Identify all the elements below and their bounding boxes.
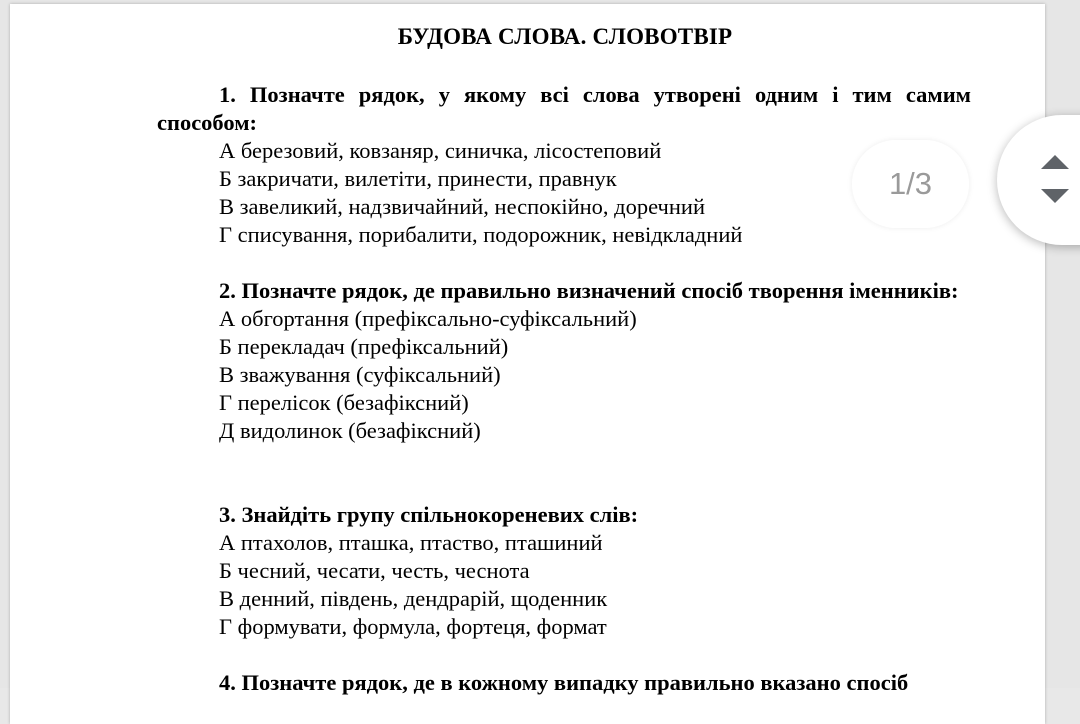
question-1 <box>157 81 971 249</box>
question-title: 3. Знайдіть групу спільнокореневих слів: <box>219 502 639 527</box>
option-d: Г формувати, формула, фортеця, формат <box>219 614 607 639</box>
question-3 <box>157 501 971 641</box>
option-c: В денний, південь, дендрарій, щоденник <box>219 586 608 611</box>
option-d: Г перелісок (безафіксний) <box>219 390 469 415</box>
option-e: Д видолинок (безафіксний) <box>219 418 481 443</box>
option-c: В зважування (суфіксальний) <box>219 362 501 387</box>
question-title: 4. Позначте рядок, де в кожному випадку правильно вказано спосіб <box>219 670 909 695</box>
option-a: А обгортання (префіксально-суфіксальний) <box>219 306 637 331</box>
question-title: 2. Позначте рядок, де правильно визначений спосіб творення іменників: <box>219 278 959 303</box>
question-2 <box>157 277 971 445</box>
document-page <box>10 4 1045 724</box>
option-d: Г списування, порибалити, подорожник, невідкладний <box>219 222 743 247</box>
option-b: Б чесний, чесати, честь, чеснота <box>219 558 530 583</box>
option-c: В завеликий, надзвичайний, неспокійно, доречний <box>219 194 705 219</box>
document-title: БУДОВА СЛОВА. СЛОВОТВІР <box>397 24 733 49</box>
question-title: 1. Позначте рядок, у якому всі слова утворені одним і тим самим способом: <box>157 82 971 135</box>
option-b: Б перекладач (префіксальний) <box>219 334 509 359</box>
option-list <box>157 305 971 445</box>
option-b: Б закричати, вилетіти, принести, правнук <box>219 166 617 191</box>
page-counter: 1/3 <box>852 140 969 228</box>
option-list <box>157 137 971 249</box>
option-a: А птахолов, пташка, птаство, пташиний <box>219 530 603 555</box>
question-4 <box>157 669 971 697</box>
option-list <box>157 529 971 641</box>
option-a: А березовий, ковзаняр, синичка, лісостеповий <box>219 138 662 163</box>
chevron-down-icon[interactable] <box>1041 189 1069 203</box>
chevron-up-icon[interactable] <box>1041 155 1069 169</box>
